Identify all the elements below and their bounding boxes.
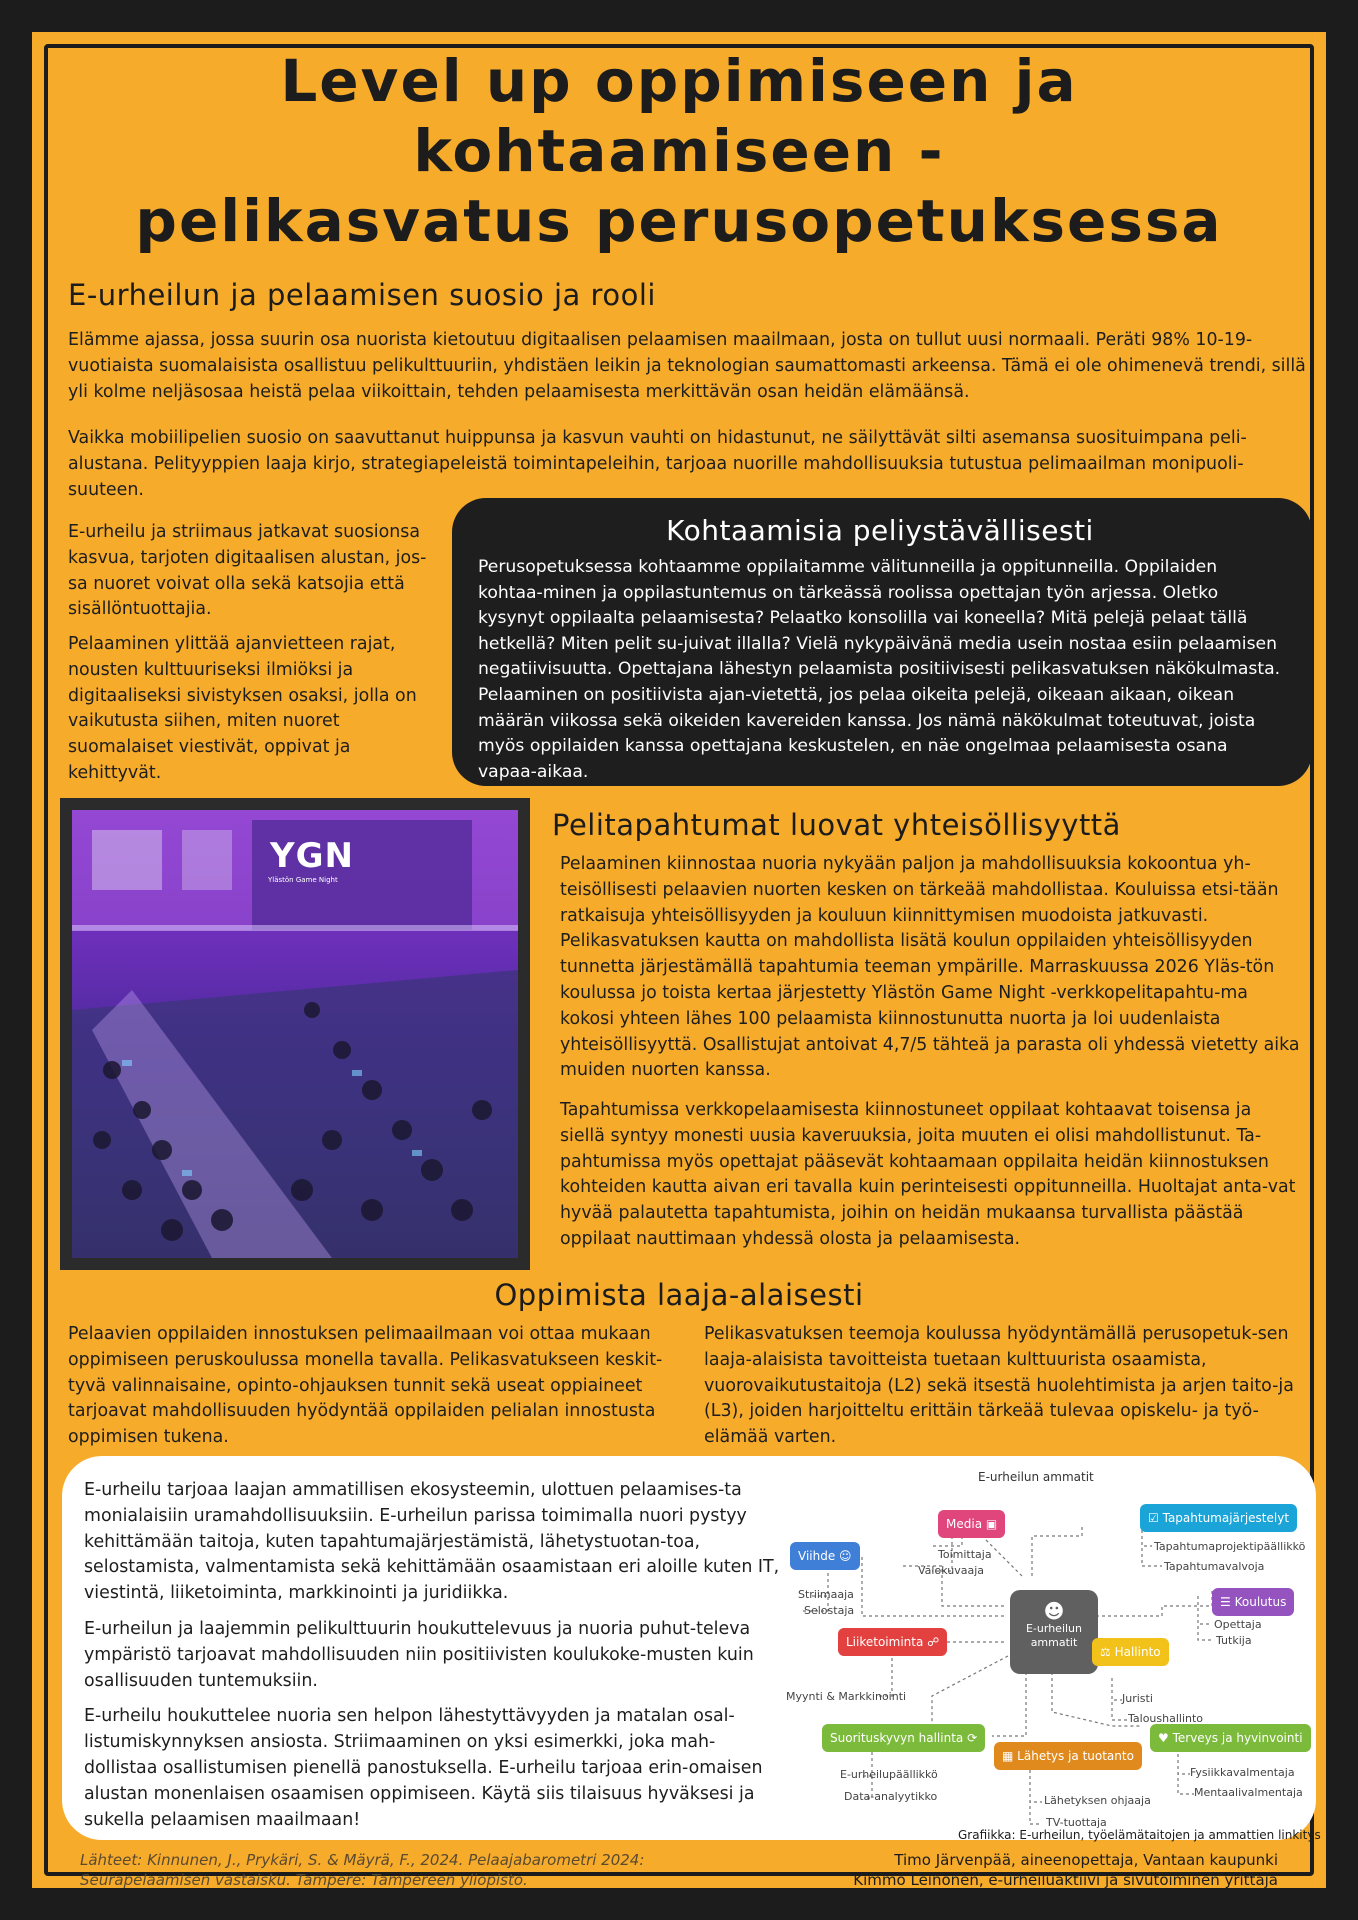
section-heading-learning: Oppimista laaja-alaisesti xyxy=(494,1278,864,1312)
leaf-lahetyksen-ohjaaja: Lähetyksen ohjaaja xyxy=(1044,1794,1151,1807)
node-koulutus-label: Koulutus xyxy=(1234,1595,1287,1609)
page-title xyxy=(92,46,1266,256)
leaf-selostaja: Selostaja xyxy=(804,1604,855,1617)
section2-paragraph-2: Tapahtumissa verkkopelaamisesta kiinnostuneet oppilaat kohtaavat toisensa ja siellä syntyy monesti uusia kaveruuksia, joita muuten ei olisi mahdollistunut. Ta-pahtumissa myös opettajat pääsevät kohtaamaan oppilaita heidän kiinnostuksen kohteiden kautta aivan eri tavalla kuin perinteisesti oppitunneilla. Huoltajat anta-vat hyvää palautetta tapahtumista, joihin on heidän mukaansa turvallista päästää oppilaat nauttimaan yhdessä olosta ja pelaamisesta. xyxy=(560,1100,1296,1249)
lahetys-icon: ▦ xyxy=(1002,1749,1014,1763)
media-icon: ▣ xyxy=(985,1517,998,1531)
ygn-logo: YGN xyxy=(270,836,354,876)
leaf-e-urheilupaallikko: E-urheilupäällikkö xyxy=(840,1768,938,1781)
careers-diagram xyxy=(782,1456,1321,1842)
encounter-box xyxy=(452,498,1312,786)
node-suorituskyky xyxy=(822,1724,985,1752)
encounter-heading: Kohtaamisia peliystävällisesti xyxy=(666,514,1094,547)
diagram-center-node xyxy=(1010,1590,1098,1674)
node-viihde xyxy=(790,1542,860,1570)
tapahtuma-icon: ☑ xyxy=(1148,1511,1159,1525)
section1-paragraph-4: Pelaaminen ylittää ajanvietteen rajat, nousten kulttuuriseksi ilmiöksi ja digitaaliseksi sivistyksen osaksi, jolla on vaikutusta siihen, miten nuoret suomalaiset viestivät, oppivat ja kehittyvät. xyxy=(68,634,417,783)
careers-box xyxy=(62,1456,1321,1842)
node-viihde-label: Viihde xyxy=(798,1549,836,1563)
title-line-3: pelikasvatus perusopetuksessa xyxy=(135,187,1223,255)
leaf-toimittaja: Toimittaja xyxy=(938,1548,992,1561)
section2-paragraph-1: Pelaaminen kiinnostaa nuoria nykyään paljon ja mahdollisuuksia kokoontua yh-teisöllisesti pelaavien nuorten kesken on tärkeää mahdollistaa. Kouluissa etsi-tään ratkaisuja yhteisöllisyyden ja kouluun kiinnittymisen muodoista jatkuvasti. Pelikasvatuksen kautta on mahdollista lisätä koulun oppilaiden yhteisöllisyyden tunnetta järjestämällä tapahtumia teeman ympärille. Marraskuussa 2026 Yläs-tön koulussa jo toista kertaa järjestetty Ylästön Game Night -verkkopelitapahtu-ma kokosi yhteen lähes 100 pelaamista kiinnostunutta nuorta ja loi uudenlaista yhteisöllisyyttä. Osallistujat antoivat 4,7/5 tähteä ja parasta oli yhdessä vietetty aika muiden nuorten kanssa. xyxy=(560,854,1300,1081)
leaf-opettaja: Opettaja xyxy=(1214,1618,1262,1631)
section1-paragraph-1: Elämme ajassa, jossa suurin osa nuorista kietoutuu digitaalisen pelaamisen maailmaan, josta on tullut uusi normaali. Peräti 98% 10-19-vuotiaista suomalaisista osallistuu pelikulttuuriin, yhdistäen leikin ja teknologian saumattomasti arkeensa. Tämä ei ole ohimenevä trendi, sillä yli kolme neljäsosaa heistä pelaa viikoittain, tehden pelaamisesta merkittävän osan heidän elämäänsä. xyxy=(68,330,1306,402)
authors xyxy=(853,1850,1278,1890)
node-hallinto-label: Hallinto xyxy=(1114,1645,1161,1659)
section1-paragraph-2: Vaikka mobiilipelien suosio on saavuttanut huippunsa ja kasvun vauhti on hidastunut, ne säilyttävät silti asemansa suosituimpana peli-alustana. Pelityyppien laaja kirjo, strategiapeleistä toimintapeleihin, tarjoaa nuorille mahdollisuuksia tutustua pelimaailman monipuoli-suuteen. xyxy=(68,428,1247,500)
node-tapahtuma xyxy=(1140,1504,1297,1532)
author-1: Timo Järvenpää, aineenopettaja, Vantaan kaupunki xyxy=(894,1851,1278,1869)
leaf-mentaalivalmentaja: Mentaalivalmentaja xyxy=(1194,1786,1303,1799)
node-terveys xyxy=(1150,1724,1311,1752)
diagram-caption: Grafiikka: E-urheilun, työelämätaitojen ja ammattien linkitys xyxy=(958,1828,1321,1842)
careers-paragraph-3: E-urheilu houkuttelee nuoria sen helpon lähestyttävyyden ja matalan osal-listumiskynnyksen ansiosta. Striimaaminen on yksi esimerkki, joka mah-dollistaa osallistumisen pienellä panostuksella. E-urheilu tarjoaa erin-omaisen alustan monenlaisen osaamisen oppimiseen. Käytä siis tilaisuus hyväksesi ja sukella pelaamisen maailmaan! xyxy=(84,1706,763,1830)
leaf-data-analyytikko: Data-analyytikko xyxy=(844,1790,938,1803)
leaf-juristi: Juristi xyxy=(1122,1692,1153,1705)
node-liiketoiminta-label: Liiketoiminta xyxy=(846,1635,924,1649)
node-lahetys-label: Lähetys ja tuotanto xyxy=(1017,1749,1134,1763)
ygn-logo-subtitle: Ylästön Game Night xyxy=(268,876,338,884)
node-suorituskyky-label: Suorituskyvyn hallinta xyxy=(830,1731,964,1745)
leaf-myynti: Myynti & Markkinointi xyxy=(786,1690,907,1703)
node-lahetys xyxy=(994,1742,1142,1770)
node-koulutus xyxy=(1212,1588,1294,1616)
section-heading-events: Pelitapahtumat luovat yhteisöllisyyttä xyxy=(552,808,1121,842)
leaf-taloushallinto: Taloushallinto xyxy=(1128,1712,1204,1725)
careers-paragraph-2: E-urheilun ja laajemmin pelikulttuurin houkuttelevuus ja nuoria puhut-televa ympäristö tarjoavat mahdollisuuden niin positiivisten koulukoke-musten kuin osallisuuden tuntemuksiin. xyxy=(84,1618,754,1691)
event-photo-image xyxy=(72,810,518,1258)
sources: Lähteet: Kinnunen, J., Prykäri, S. & Mäyrä, F., 2024. Pelaajabarometri 2024: Seurapelaamisen vastaisku. Tampere: Tampereen yliopisto. xyxy=(80,1851,645,1889)
title-line-2: kohtaamiseen - xyxy=(413,117,945,185)
poster xyxy=(22,22,1336,1898)
leaf-tutkija: Tutkija xyxy=(1216,1634,1252,1647)
node-liiketoiminta xyxy=(838,1628,947,1656)
leaf-tv-tuottaja: TV-tuottaja xyxy=(1046,1816,1107,1829)
node-media-label: Media xyxy=(946,1517,983,1531)
viihde-icon: ☺ xyxy=(839,1549,852,1563)
node-tapahtuma-label: Tapahtumajärjestelyt xyxy=(1162,1511,1290,1525)
section3-right-text: Pelikasvatuksen teemoja koulussa hyödyntämällä perusopetuk-sen laaja-alaisista tavoitteista tuetaan kulttuurista osaamista, vuorovaikutustaitoja (L2) sekä itsestä huolehtimista ja arjen taito-ja (L3), joiden harjoitteltu erittäin tärkeää tulevaa opiskelu- ja työ-elämää varten. xyxy=(704,1324,1294,1448)
careers-paragraph-1: E-urheilu tarjoaa laajan ammatillisen ekosysteemin, ulottuen pelaamises-ta monialaisiin uramahdollisuuksiin. E-urheilun parissa toimimalla nuori pystyy kehittämään taitoja, kuten tapahtumajärjestämistä, lähetystuotan-toa, selostamista, valmentamista sekä kehittämään osaamistaan eri aloille kuten IT, viestintä, liiketoiminta, markkinointi ja juridiikka. xyxy=(84,1480,780,1604)
leaf-valokuvaaja: Valokuvaaja xyxy=(918,1564,984,1577)
encounter-text: Perusopetuksessa kohtaamme oppilaitamme välitunneilla ja oppitunneilla. Oppilaiden kohtaa-minen ja oppilastuntemus on tärkeässä roolissa opettajan työn arjessa. Oletko kysynyt oppilaalta pelaamisesta? Pelaatko konsolilla vai koneella? Mitä pelejä pelaat tällä hetkellä? Miten pelit su-juivat illalla? Vielä nykypäivänä media usein nostaa esiin pelaamisen negatiivisuutta. Opettajana lähestyn pelaamista positiivisesti pelikasvatuksen näkökulmasta. Pelaaminen on positiivista ajan-vietettä, jos pelaa oikeita pelejä, oikeaan aikaan, oikean määrän viikossa sekä oikeiden kavereiden kanssa. Jos nämä näkökulmat toteutuvat, joista myös oppilaiden kanssa opettajana keskustelen, en näe ongelmaa pelaamisesta osana vapaa-aikaa. xyxy=(478,557,1281,782)
node-media xyxy=(938,1510,1005,1538)
section1-paragraph-3: E-urheilu ja striimaus jatkavat suosionsa kasvua, tarjoten digitaalisen alustan, jos-sa nuoret voivat olla sekä katsojia että sisällöntuottajia. xyxy=(68,522,427,620)
leaf-striimaaja: Striimaaja xyxy=(798,1588,854,1601)
node-hallinto xyxy=(1092,1638,1169,1666)
section3-left-text: Pelaavien oppilaiden innostuksen pelimaailmaan voi ottaa mukaan oppimiseen peruskoulussa monella tavalla. Pelikasvatukseen keskit-tyvä valinnaisaine, opinto-ohjauksen tunnit sekä useat oppiaineet tarjoavat mahdollisuuden hyödyntää oppilaiden pelialan innostusta oppimisen tukena. xyxy=(68,1324,663,1448)
liiketoiminta-icon: ☍ xyxy=(927,1635,940,1649)
event-photo xyxy=(60,798,530,1270)
suorituskyky-icon: ⟳ xyxy=(967,1731,978,1745)
leaf-tapahtumaprojektipaallikko: Tapahtumaprojektipäällikkö xyxy=(1154,1540,1306,1553)
author-2: Kimmo Leinonen, e-urheiluaktiivi ja sivutoiminen yrittäjä xyxy=(853,1871,1278,1889)
section-heading-popularity: E-urheilun ja pelaamisen suosio ja rooli xyxy=(68,278,656,312)
koulutus-icon: ☰ xyxy=(1220,1595,1231,1609)
diagram-center-label: E-urheilun ammatit xyxy=(1025,1622,1082,1649)
terveys-icon: ♥ xyxy=(1158,1731,1169,1745)
group-icon: ☻ xyxy=(1043,1599,1065,1623)
title-line-1: Level up oppimiseen ja xyxy=(280,47,1078,115)
leaf-tapahtumavalvoja: Tapahtumavalvoja xyxy=(1164,1560,1265,1573)
leaf-fysiikkavalmentaja: Fysiikkavalmentaja xyxy=(1190,1766,1295,1779)
diagram-title: E-urheilun ammatit xyxy=(978,1470,1094,1484)
hallinto-icon: ⚖ xyxy=(1100,1645,1111,1659)
node-terveys-label: Terveys ja hyvinvointi xyxy=(1172,1731,1303,1745)
